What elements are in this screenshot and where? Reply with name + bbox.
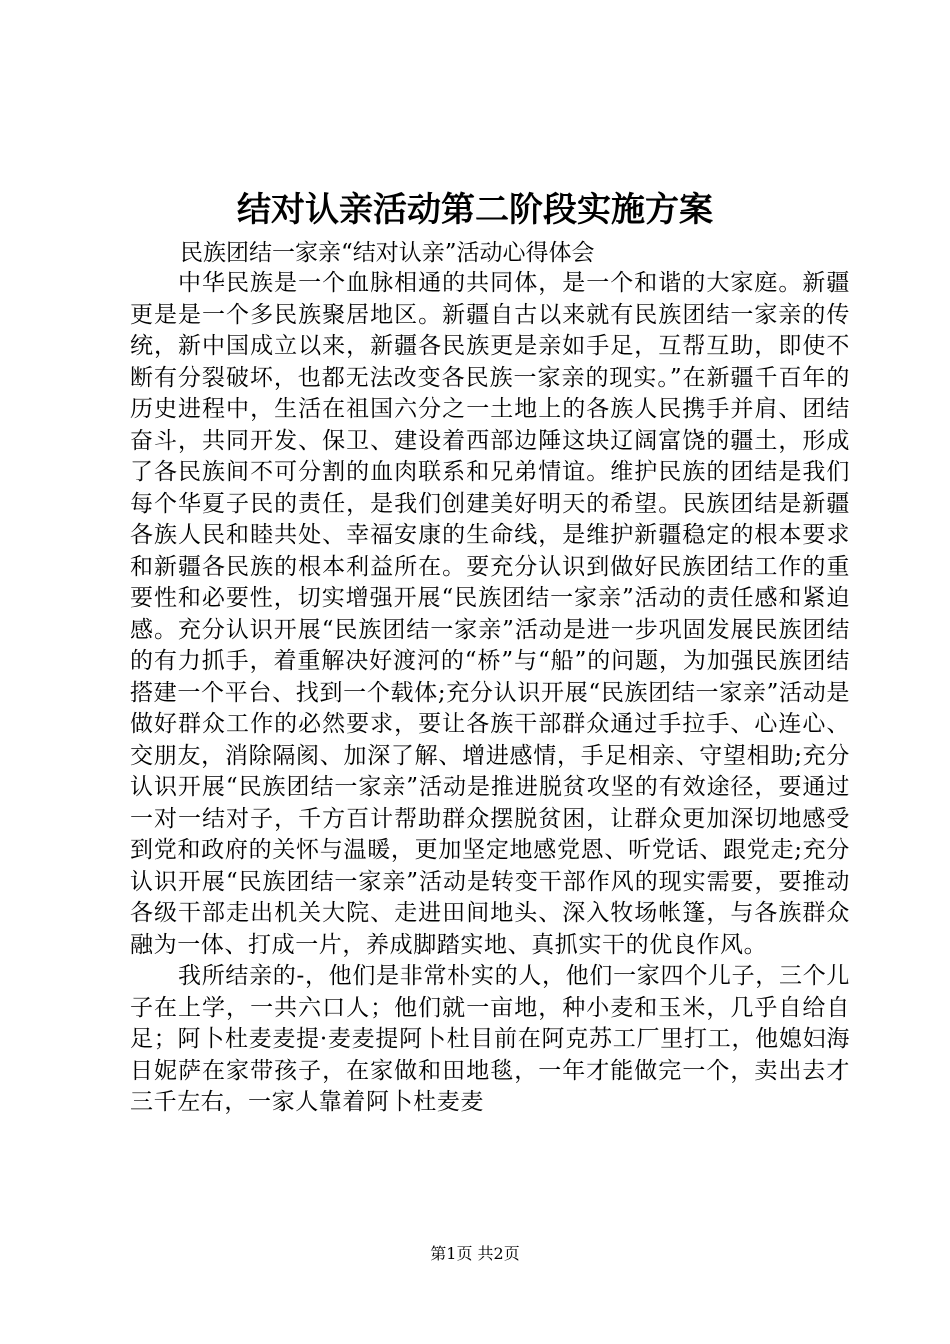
document-subtitle: 民族团结一家亲“结对认亲”活动心得体会: [180, 240, 595, 266]
page-footer: 第1页 共2页: [430, 1244, 520, 1263]
paragraph-1: 中华民族是一个血脉相通的共同体，是一个和谐的大家庭。新疆更是是一个多民族聚居地区。新疆自古以来就有民族团结一家亲的传统，新中国成立以来，新疆各民族更是亲如手足，互帮互助，即使不断有分裂破坏，也都无法改变各民族一家亲的现实。”在新疆千百年的历史进程中，生活在祖国六分之一土地上的各族人民携手并肩、团结奋斗，共同开发、保卫、建设着西部边陲这块辽阔富饶的疆土，形成了各民族间不可分割的血肉联系和兄弟情谊。维护民族的团结是我们每个华夏子民的责任，是我们创建美好明天的希望。民族团结是新疆各族人民和睦共处、幸福安康的生命线，是维护新疆稳定的根本要求和新疆各民族的根本利益所在。要充分认识到做好民族团结工作的重要性和必要性，切实增强开展“民族团结一家亲”活动的责任感和紧迫感。充分认识开展“民族团结一家亲”活动是进一步巩固发展民族团结的有力抓手，着重解决好渡河的“桥”与“船”的问题，为加强民族团结搭建一个平台、找到一个载体;充分认识开展“民族团结一家亲”活动是做好群众工作的必然要求，要让各族干部群众通过手拉手、心连心、交朋友，消除隔阂、加深了解、增进感情，手足相亲、守望相助;充分认识开展“民族团结一家亲”活动是推进脱贫攻坚的有效途径，要通过一对一结对子，千方百计帮助群众摆脱贫困，让群众更加深切地感受到党和政府的关怀与温暖，更加坚定地感党恩、听党话、跟党走;充分认识开展“民族团结一家亲”活动是转变干部作风的现实需要，要推动各级干部走出机关大院、走进田间地头、深入牧场帐篷，与各族群众融为一体、打成一片，养成脚踏实地、真抓实干的优良作风。: [130, 270, 850, 958]
document-body: [130, 268, 850, 1119]
document-title: 结对认亲活动第二阶段实施方案: [237, 190, 713, 230]
paragraph-2: 我所结亲的-，他们是非常朴实的人，他们一家四个儿子，三个儿子在上学，一共六口人；他们就一亩地，种小麦和玉米，几乎自给自足；阿卜杜麦麦提·麦麦提阿卜杜目前在阿克苏工厂里打工，他媳妇海日妮萨在家带孩子，在家做和田地毯，一年才能做完一个，卖出去才三千左右，一家人靠着阿卜杜麦麦: [130, 963, 850, 1115]
